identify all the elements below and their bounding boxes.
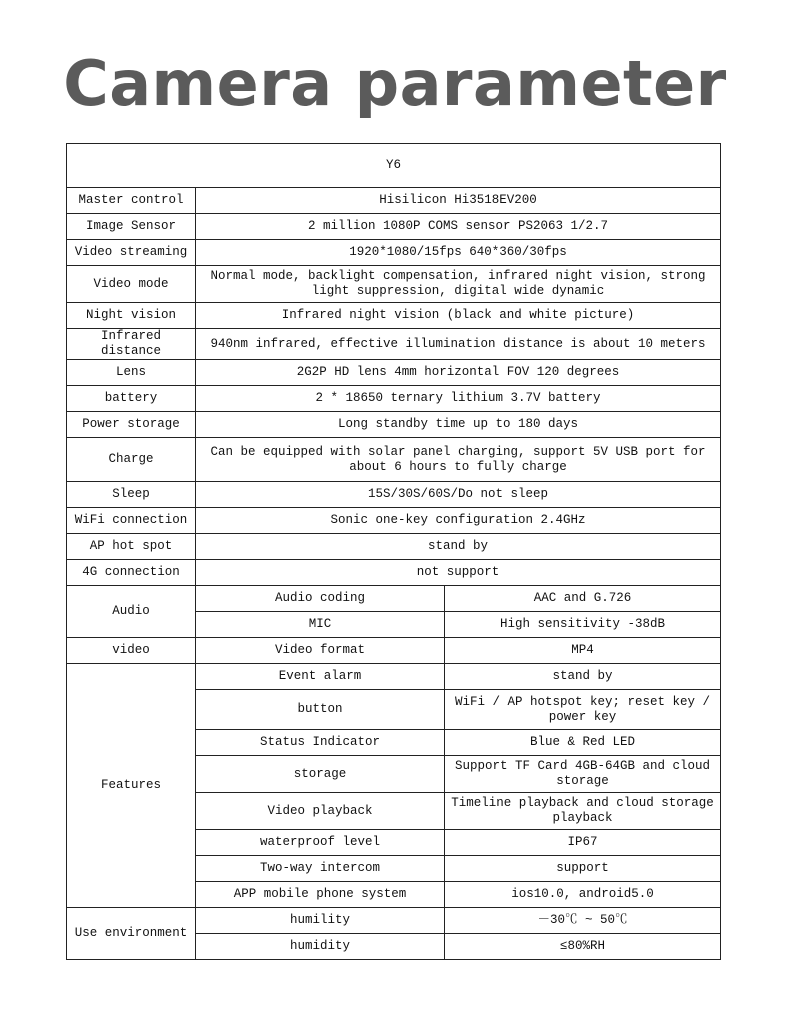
sub-label: Video playback: [196, 793, 445, 830]
sub-label: storage: [196, 756, 445, 793]
row-value: 1920*1080/15fps 640*360/30fps: [196, 240, 721, 266]
sub-value: ios10.0, android5.0: [445, 882, 721, 908]
sub-value: stand by: [445, 664, 721, 690]
sub-value: WiFi / AP hotspot key; reset key / power key: [445, 690, 721, 730]
sub-label: Video format: [196, 638, 445, 664]
sub-value: －30℃ ~ 50℃: [445, 908, 721, 934]
row-label-text: Night vision: [85, 308, 176, 322]
group-label-environment: Use environment: [67, 908, 196, 960]
table-row: [67, 908, 721, 934]
table-row: [67, 664, 721, 690]
row-value: Long standby time up to 180 days: [196, 412, 721, 438]
row-value: 15S/30S/60S/Do not sleep: [196, 482, 721, 508]
sub-value: Blue & Red LED: [445, 730, 721, 756]
sub-value: IP67: [445, 830, 721, 856]
sub-label: Event alarm: [196, 664, 445, 690]
sub-label: Status Indicator: [196, 730, 445, 756]
row-label: Master control: [67, 188, 196, 214]
table-row: [67, 329, 721, 360]
row-label: Image Sensor: [67, 214, 196, 240]
row-label: Charge: [67, 438, 196, 482]
table-row: [67, 508, 721, 534]
row-value: 2 million 1080P COMS sensor PS2063 1/2.7: [196, 214, 721, 240]
sub-label: humidity: [196, 934, 445, 960]
row-value: stand by: [196, 534, 721, 560]
sub-label-text: APP mobile phone system: [233, 887, 407, 901]
sub-label: Two-way intercom: [196, 856, 445, 882]
group-label-features: Features: [67, 664, 196, 908]
row-label: Sleep: [67, 482, 196, 508]
row-value: not support: [196, 560, 721, 586]
sub-label: waterproof level: [196, 830, 445, 856]
row-label: AP hot spot: [67, 534, 196, 560]
table-row: [67, 386, 721, 412]
row-value: 940nm infrared, effective illumination distance is about 10 meters: [196, 329, 721, 360]
table-row: [67, 638, 721, 664]
spec-table: [66, 143, 721, 960]
row-value: 2 * 18650 ternary lithium 3.7V battery: [196, 386, 721, 412]
sub-value: MP4: [445, 638, 721, 664]
model-row: [67, 144, 721, 188]
table-row: [67, 266, 721, 303]
row-label: Lens: [67, 360, 196, 386]
row-value: Can be equipped with solar panel charging, support 5V USB port for about 6 hours to fully charge: [196, 438, 721, 482]
sub-value: ≤80%RH: [445, 934, 721, 960]
sub-value: High sensitivity -38dB: [445, 612, 721, 638]
row-value: Sonic one-key configuration 2.4GHz: [196, 508, 721, 534]
row-label: Infrared distance: [67, 329, 196, 360]
sub-value: Timeline playback and cloud storage playback: [445, 793, 721, 830]
sub-label: Audio coding: [196, 586, 445, 612]
row-label: Video streaming: [67, 240, 196, 266]
group-label-video: video: [67, 638, 196, 664]
sub-value: support: [445, 856, 721, 882]
sub-label: humility: [196, 908, 445, 934]
table-row: [67, 586, 721, 612]
table-row: [67, 188, 721, 214]
table-row: [67, 534, 721, 560]
table-row: [67, 240, 721, 266]
row-value: Normal mode, backlight compensation, infrared night vision, strong light suppression, digital wide dynamic: [196, 266, 721, 303]
table-row: [67, 438, 721, 482]
row-label: [67, 303, 196, 329]
sub-label: [196, 882, 445, 908]
row-value: Hisilicon Hi3518EV200: [196, 188, 721, 214]
sub-value: Support TF Card 4GB-64GB and cloud storage: [445, 756, 721, 793]
row-value: Infrared night vision (black and white picture): [196, 303, 721, 329]
table-row: [67, 360, 721, 386]
row-label: WiFi connection: [67, 508, 196, 534]
table-row: [67, 412, 721, 438]
sub-value: AAC and G.726: [445, 586, 721, 612]
table-row: [67, 214, 721, 240]
sub-label: MIC: [196, 612, 445, 638]
table-row: [67, 560, 721, 586]
row-label: 4G connection: [67, 560, 196, 586]
page-title: Camera parameter: [63, 47, 727, 120]
row-value: 2G2P HD lens 4mm horizontal FOV 120 degrees: [196, 360, 721, 386]
group-label-audio: Audio: [67, 586, 196, 638]
model-name: Y6: [67, 144, 721, 188]
sub-label: button: [196, 690, 445, 730]
table-row: [67, 482, 721, 508]
table-row: [67, 303, 721, 329]
row-label: Power storage: [67, 412, 196, 438]
row-label: battery: [67, 386, 196, 412]
row-label: Video mode: [67, 266, 196, 303]
